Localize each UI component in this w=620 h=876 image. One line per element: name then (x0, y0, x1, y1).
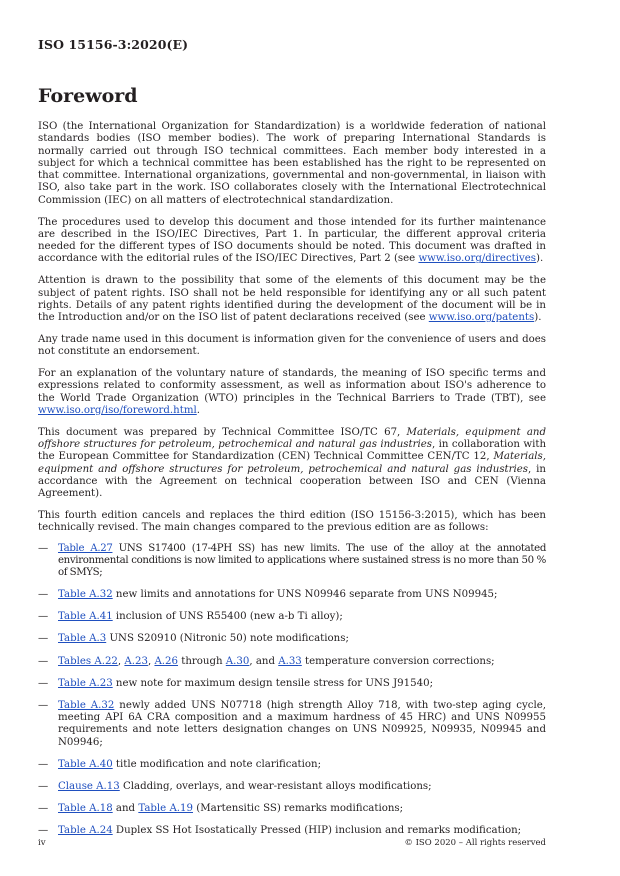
table-a19-link[interactable]: Table A.19 (138, 802, 194, 814)
changes-list (38, 543, 546, 838)
table-a40-link[interactable]: Table A.40 (58, 758, 113, 770)
list-item: — Table A.18 and Table A.19 (Martensitic SS) remarks modifications; (38, 802, 404, 814)
list-item: — Table A.40 title modification and note clarification; (38, 758, 321, 770)
list-item: — Table A.41 inclusion of UNS R55400 (new a-b Ti alloy); (38, 611, 343, 623)
table-a18-link[interactable]: Table A.18 (58, 802, 113, 814)
section-title: Foreword (38, 85, 138, 107)
table-a33-link[interactable]: A.33 (278, 655, 302, 667)
document-id-header: ISO 15156-3:2020(E) (38, 37, 189, 52)
table-a23-link[interactable]: Table A.23 (58, 677, 113, 689)
table-a32-link[interactable]: Table A.32 (58, 589, 113, 601)
list-item: — Table A.27 UNS S17400 (17-4PH SS) has new limits. The use of the alloy at the annotated environmental conditions is now limited to applications where sustained stress is no more than 50 % of SMYS; (38, 542, 546, 579)
paragraph-edition: This fourth edition cancels and replaces the third edition (ISO 15156-3:2015), which has been technically revised. The main changes compared to the previous edition are as follows: (38, 510, 546, 534)
list-item: — Clause A.13 Cladding, overlays, and wear-resistant alloys modifications; (38, 780, 432, 792)
foreword-body (38, 121, 546, 847)
list-item: — Tables A.22, A.23, A.26 through A.30, and A.33 temperature conversion corrections; (38, 655, 495, 667)
table-a23-link[interactable]: A.23 (124, 655, 148, 667)
table-a41-link[interactable]: Table A.41 (58, 611, 113, 623)
paragraph-patents: Attention is drawn to the possibility that some of the elements of this document may be the subject of patent rights. ISO shall not be held responsible for identifying any or all such patent rights. Details of any patent rights identified during the development of the document will be in the Introduction and/or on the ISO list of patent declarations received (see www.iso.org/patents). (38, 275, 546, 324)
tables-a22-link[interactable]: Tables A.22 (58, 655, 118, 667)
list-item: — Table A.32 newly added UNS N07718 (high strength Alloy 718, with two-step aging cycle, meeting API 6A CRA composition and a maximum hardness of 45 HRC) and UNS N09955 requirements and note letters designation changes on UNS N09925, N09935, N09945 and N09946; (38, 699, 546, 748)
paragraph-iso-intro: ISO (the International Organization for Standardization) is a worldwide federation of national standards bodies (ISO member bodies). The work of preparing International Standards is normally carried out through ISO technical committees. Each member body interested in a subject for which a technical committee has been established has the right to be represented on that committee. International organizations, governmental and non-governmental, in liaison with ISO, also take part in the work. ISO collaborates closely with the International Electrotechnical Commission (IEC) on all matters of electrotechnical standardization. (38, 121, 546, 206)
table-a24-link[interactable]: Table A.24 (58, 825, 113, 837)
list-item: — Table A.23 new note for maximum design tensile stress for UNS J91540; (38, 677, 434, 689)
paragraph-procedures: The procedures used to develop this document and those intended for its further maintenance are described in the ISO/IEC Directives, Part 1. In particular, the different approval criteria needed for the different types of ISO documents should be noted. This document was drafted in accordance with the editorial rules of the ISO/IEC Directives, Part 2 (see www.iso.org/directives). (38, 216, 546, 265)
paragraph-trade-name: Any trade name used in this document is information given for the convenience of users and does not constitute an endorsement. (38, 333, 546, 358)
table-a32-link[interactable]: Table A.32 (58, 699, 115, 711)
paragraph-committee: This document was prepared by Technical Committee ISO/TC 67, Materials, equipment and offshore structures for petroleum, petrochemical and natural gas industries, in collaboration with the European Committee for Standardization (CEN) Technical Committee CEN/TC 12, Materials, equipment and offshore structures for petroleum, petrochemical and natural gas industries, in accordance with the Agreement on technical cooperation between ISO and CEN (Vienna Agreement). (38, 426, 547, 500)
table-a3-link[interactable]: Table A.3 (58, 633, 107, 645)
list-item: — Table A.24 Duplex SS Hot Isostatically Pressed (HIP) inclusion and remarks modification; (38, 825, 522, 837)
list-item: — Table A.32 new limits and annotations for UNS N09946 separate from UNS N09945; (38, 589, 498, 601)
table-a26-link[interactable]: A.26 (154, 655, 179, 667)
paragraph-voluntary: For an explanation of the voluntary nature of standards, the meaning of ISO specific terms and expressions related to conformity assessment, as well as information about ISO's adherence to the World Trade Organization (WTO) principles in the Technical Barriers to Trade (TBT), see www.iso.org/iso/foreword.html. (38, 368, 546, 416)
directives-link[interactable]: www.iso.org/directives (418, 253, 537, 265)
copyright-notice: © ISO 2020 – All rights reserved (404, 838, 546, 848)
table-a27-link[interactable]: Table A.27 (58, 542, 113, 554)
table-a30-link[interactable]: A.30 (225, 655, 250, 667)
list-item: — Table A.3 UNS S20910 (Nitronic 50) note modifications; (38, 633, 349, 645)
page-number: iv (38, 838, 46, 848)
patents-link[interactable]: www.iso.org/patents (428, 312, 535, 324)
clause-a13-link[interactable]: Clause A.13 (58, 780, 120, 792)
foreword-link[interactable]: www.iso.org/iso/foreword.html (38, 404, 197, 416)
